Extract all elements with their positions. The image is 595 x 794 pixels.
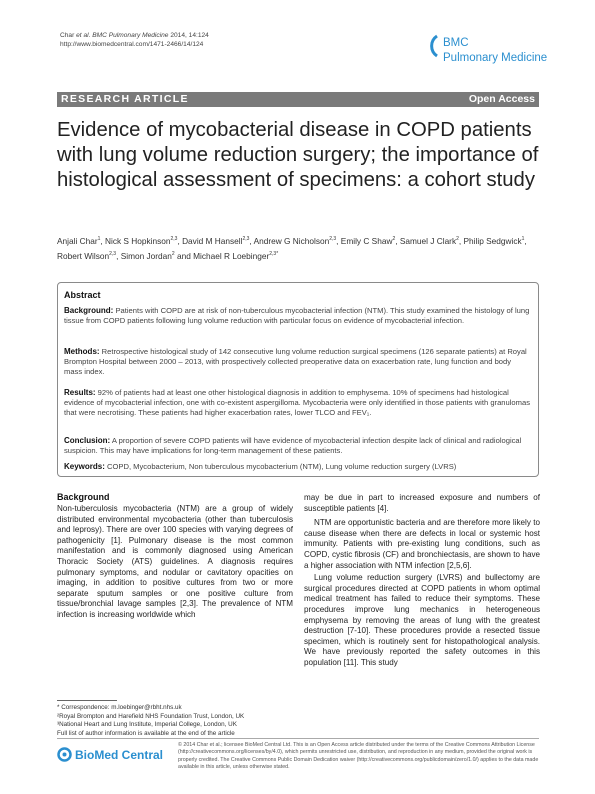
author-affiliation-marker: 2,3 — [170, 236, 178, 242]
abstract-methods: Methods: Retrospective histological study of 142 consecutive lung volume reduction surgical specimens (126 separate patients) at Royal Brompton Hospital between 2000 – 2013, with prospectively collected preoperative data on exacerbation rate, lung function and body mass index. — [64, 347, 527, 377]
author-list: Anjali Char$^1$, Nick S Hopkinson$^{2,3}$, David M Hansell$^{2,3}$, Andrew G Nicholson$^{2,3}$, Emily C Shaw$^2$, Samuel J Clark$^2$, Philip Sedgwick$^1$, Robert Wilson$^{2,3}$, Simon Jordan$^2$ and Michael R Loebinger$^{2,3*}$ — [57, 235, 527, 261]
author-affiliation-marker: 1 — [521, 236, 525, 242]
author-name: David M Hansell — [182, 235, 243, 246]
abstract-background: Background: Patients with COPD are at risk of non-tuberculous mycobacterial infection (NTM). This study examined the histology of lung tissue from COPD patients following lung volume reduction with particular focus on evidence of mycobacterial infection. — [64, 306, 530, 326]
abstract-keywords: Keywords: COPD, Mycobacterium, Non tuberculous mycobacterium (NTM), Lung volume reduction surgery (LVRS) — [64, 462, 457, 471]
author-name: Emily C Shaw — [340, 235, 393, 246]
left-paragraph-1: Non-tuberculosis mycobacteria (NTM) are a group of widely distributed environmental mycobacteria (other than tuberculosis and leprosy). There are over 100 species with varying degrees of pathogenicity [1]. Pulmonary disease is the most common manifestation and is commonly diagnosed using American Thoracic Society (ATS) guidelines. A diagnosis requires pulmonary symptoms, and nodular or cavitatory opacities on imaging, in addition to positive cultures from two or more separate sputum samples or one positive culture from tissue/bronchial lavage samples [2,3]. The prevalence of NTM infection is increasing worldwide which — [57, 504, 293, 619]
author-affiliation-marker: 2 — [392, 236, 396, 242]
article-title: Evidence of mycobacterial disease in COPD patients with lung volume reduction surgery; the importance of histological assessment of specimens: a cohort study — [57, 119, 539, 191]
author-affiliation-marker: 2,3 — [109, 250, 117, 257]
author-name: Simon Jordan — [120, 250, 172, 261]
abstract-results: Results: 92% of patients had at least one other histological diagnosis in addition to emphysema. 10% of specimens had histological evidence of mycobacterial infection, one with co-existent aspergilloma. Mycobacteria were only identified in those patients with granulomas that were necrotising. These patients had higher exacerbation rates, lower TLCO and FEV₁. — [64, 388, 530, 418]
abstract-conclusion: Conclusion: A proportion of severe COPD patients will have evidence of mycobacterial infection despite lack of clinical and radiological suspicion. This may have implications for long-term management of these patients. — [64, 436, 522, 456]
biomed-ring-icon — [57, 747, 72, 762]
bmc-arc-icon — [421, 33, 441, 59]
author-name: Andrew G Nicholson — [253, 235, 330, 246]
footnotes — [57, 704, 297, 738]
footer-rule — [57, 738, 539, 739]
publisher-name: BioMed Central — [75, 748, 164, 762]
author-name: Samuel J Clark — [399, 235, 457, 246]
footnote-rule — [57, 700, 117, 701]
abstract-box — [57, 282, 539, 477]
journal-logo — [421, 33, 551, 73]
article-type-band — [57, 92, 539, 107]
author-conjunction: and — [176, 250, 191, 261]
article-url[interactable]: http://www.biomedcentral.com/1471-2466/14/124 — [60, 41, 204, 48]
license-text: © 2014 Char et al.; licensee BioMed Central Ltd. This is an Open Access article distributed under the terms of the Creative Commons Attribution License (http://creativecommons.org/licenses/by/4.0), which permits unrestricted use, distribution, and reproduction in any medium, provided the original work is properly credited. The Creative Commons Public Domain Dedication waiver (http://creativecommons.org/publicdomain/zero/1.0/) applies to the data made available in this article, unless otherwise stated. — [178, 742, 539, 771]
author-name: Philip Sedgwick — [463, 235, 522, 246]
right-paragraph-3: Lung volume reduction surgery (LVRS) and bullectomy are surgical procedures directed at COPD patients in whom optimal medical treatment has failed to reduce their symptoms. These procedures improve lung mechanics in heterogeneous emphysema by removing the areas of lung with the greatest destruction [7-10]. These procedures provide a resected tissue specimen, which is routinely sent for histopathological analysis. We have previously reported the safety outcomes in this population [11]. This study — [304, 573, 540, 667]
author-name: Anjali Char — [57, 235, 98, 246]
author-affiliation-marker: 2,3 — [242, 236, 250, 242]
article-type: RESEARCH ARTICLE — [61, 93, 189, 105]
journal-brand: BMC — [443, 37, 469, 49]
author-affiliation-marker: 2,3* — [269, 250, 279, 257]
abstract-heading: Abstract — [64, 290, 101, 300]
author-name: Nick S Hopkinson — [105, 235, 171, 246]
affiliation-2: ²Royal Brompton and Harefield NHS Foundation Trust, London, UK — [57, 712, 245, 720]
background-heading: Background — [57, 492, 110, 502]
running-header — [60, 31, 209, 49]
author-affiliation-marker: 1 — [97, 236, 101, 242]
right-column — [304, 493, 540, 669]
correspondence: * Correspondence: m.loebinger@rbht.nhs.uk — [57, 704, 182, 711]
right-paragraph-1: may be due in part to increased exposure and numbers of susceptible patients [4]. — [304, 493, 540, 513]
author-affiliation-marker: 2 — [171, 250, 175, 257]
journal-name: Pulmonary Medicine — [443, 52, 548, 64]
author-info-note: Full list of author information is available at the end of the article — [57, 729, 235, 737]
author-name: Michael R Loebinger — [193, 250, 270, 261]
affiliation-3: ³National Heart and Lung Institute, Imperial College, London, UK — [57, 721, 237, 729]
author-affiliation-marker: 2,3 — [329, 236, 337, 242]
right-paragraph-2: NTM are opportunistic bacteria and are therefore more likely to cause disease when there are defects in local or systemic host immunity. Patients with pre-existing lung conditions, such as COPD, cystic fibrosis (CF) and bronchiectasis, are shown to have a higher association with NTM infection [2,5,6]. — [304, 518, 540, 570]
publisher-logo — [57, 746, 167, 764]
left-column — [57, 504, 293, 621]
author-name: Robert Wilson — [57, 250, 110, 261]
open-access-label: Open Access — [468, 93, 535, 105]
author-affiliation-marker: 2 — [456, 236, 459, 242]
citation-line: Char et al. BMC Pulmonary Medicine 2014, 14:124 — [60, 32, 209, 39]
